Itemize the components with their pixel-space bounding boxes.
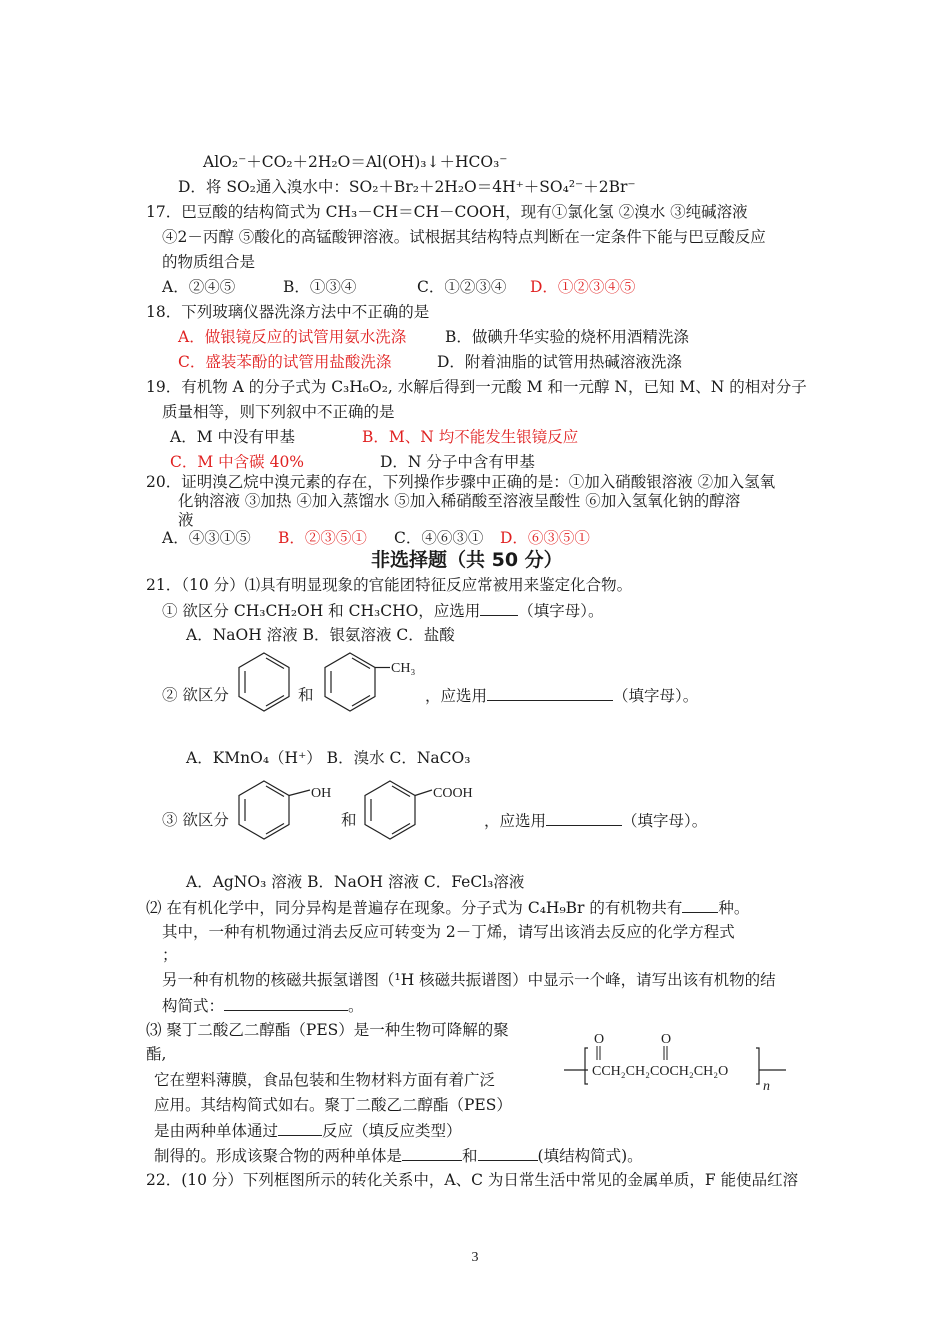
q21-stem: 21．（10 分）⑴具有明显现象的官能团特征反应常被用来鉴定化合物。 [146, 576, 633, 594]
q19-option-b-answer: B．M、N 均不能发生银镜反应 [362, 428, 579, 446]
q21-part2-select [425, 685, 698, 706]
q18-stem: 18．下列玻璃仪器洗涤方法中不正确的是 [146, 303, 430, 321]
q21-part1-text: ① 欲区分 CH₃CH₂OH 和 CH₃CHO，应选用 [162, 602, 481, 620]
q21-sub3-cont: 酯, [146, 1045, 167, 1063]
period: 。 [348, 997, 364, 1015]
q21-sub3-cont [154, 1145, 643, 1166]
answer-blank[interactable] [278, 1120, 322, 1136]
q18-option-c-answer: C．盛装苯酚的试管用盐酸洗涤 [178, 353, 392, 371]
carbonyl-oxygen-label: O [594, 1032, 605, 1047]
answer-blank[interactable] [546, 810, 622, 826]
q19-option-d: D．N 分子中含有甲基 [380, 453, 535, 471]
q21-part1 [162, 600, 604, 621]
fill-hint: （填字母）。 [613, 687, 699, 705]
page-number: 3 [471, 1250, 479, 1265]
q21-part1-options: A．NaOH 溶液 B．银氨溶液 C．盐酸 [186, 626, 455, 644]
phenol-structure [236, 778, 346, 848]
q20-option-d-answer: D．⑥③⑤① [500, 529, 590, 547]
q21-sub2-cont: ； [162, 946, 178, 964]
answer-blank[interactable] [487, 685, 613, 701]
answer-blank[interactable] [402, 1145, 462, 1161]
and-text: 和 [341, 811, 357, 829]
q21-part2-options: A．KMnO₄（H⁺） B．溴水 C．NaCO₃ [186, 749, 471, 767]
q20-stem-cont: 液 [178, 511, 194, 529]
q21-sub2-cont: 其中，一种有机物通过消去反应可转变为 2－丁烯，请写出该消去反应的化学方程式 [162, 923, 735, 941]
fill-hint: （填字母）。 [518, 602, 604, 620]
pes-chain-label: CCH₂CH₂COCH₂CH₂O [592, 1064, 729, 1079]
q18-option-a-answer: A．做银镜反应的试管用氨水洗涤 [178, 328, 407, 346]
q20-option-a: A．④③①⑤ [162, 529, 251, 547]
q21-sub3-cont: 应用。其结构简式如右。聚丁二酸乙二醇酯（PES） [154, 1096, 512, 1114]
pes-polymer-structure [560, 1026, 800, 1096]
q17-option-b: B．①③④ [283, 278, 357, 296]
q21-sub3-stem: ⑶ 聚丁二酸乙二醇酯（PES）是一种生物可降解的聚 [146, 1021, 509, 1039]
q21-sub2-answer-line [162, 995, 364, 1016]
q21-sub3-text: (填结构简式)。 [537, 1147, 643, 1165]
q21-sub3-cont [154, 1120, 462, 1141]
carboxyl-label: COOH [433, 786, 473, 801]
q18-option-b: B．做碘升华实验的烧杯用酒精洗涤 [445, 328, 689, 346]
fill-hint: （填字母）。 [622, 812, 708, 830]
hydroxyl-label: OH [311, 786, 332, 801]
q21-sub3-text: 是由两种单体通过 [154, 1122, 279, 1140]
q21-part3-select [484, 810, 707, 831]
answer-blank[interactable] [224, 995, 348, 1011]
q21-part2-label: ② 欲区分 [162, 686, 229, 704]
option-d: D．将 SO₂通入溴水中：SO₂＋Br₂＋2H₂O＝4H⁺＋SO₄²⁻＋2Br⁻ [178, 178, 636, 196]
q22-stem: 22．(10 分）下列框图所示的转化关系中，A、C 为日常生活中常见的金属单质，F 能使品红溶 [146, 1171, 799, 1189]
q21-sub2-text: 构简式： [162, 997, 225, 1015]
q21-sub2-cont: 另一种有机物的核磁共振氢谱图（¹H 核磁共振谱图）中显示一个峰，请写出该有机物的结 [162, 971, 776, 989]
kind-text: 种。 [718, 899, 750, 917]
q21-part2-text: ，应选用 [425, 687, 488, 705]
q19-option-c-answer: C．M 中含碳 40% [170, 453, 305, 471]
benzene-structure [236, 650, 292, 742]
q17-option-a: A．②④⑤ [162, 278, 236, 296]
methyl-label: CH₃ [391, 661, 416, 676]
answer-blank[interactable] [480, 600, 518, 616]
q20-option-b-answer: B．②③⑤① [278, 529, 367, 547]
q18-option-d: D．附着油脂的试管用热碱溶液洗涤 [437, 353, 682, 371]
q17-option-c: C．①②③④ [417, 278, 507, 296]
q17-stem-cont: ④2－丙醇 ⑤酸化的高锰酸钾溶液。试根据其结构特点判断在一定条件下能与巴豆酸反应 [162, 228, 766, 246]
benzoic-acid-structure [362, 778, 492, 848]
q21-sub3-cont: 它在塑料薄膜，食品包装和生物材料方面有着广泛 [154, 1071, 496, 1089]
q21-sub3-text: 反应（填反应类型） [322, 1122, 462, 1140]
q21-part3-label: ③ 欲区分 [162, 811, 229, 829]
q19-stem-cont: 质量相等，则下列叙中不正确的是 [162, 403, 395, 421]
and-text: 和 [462, 1147, 478, 1165]
q17-stem: 17．巴豆酸的结构简式为 CH₃－CH＝CH－COOH，现有①氯化氢 ②溴水 ③纯碱溶液 [146, 203, 748, 221]
section-title: 非选择题（共 50 分） [371, 549, 563, 571]
q20-stem-cont: 化钠溶液 ③加热 ④加入蒸馏水 ⑤加入稀硝酸至溶液呈酸性 ⑥加入氢氧化钠的醇溶 [178, 492, 741, 510]
q21-sub2-stem [146, 897, 749, 918]
q17-option-d-answer: D．①②③④⑤ [530, 278, 636, 296]
q21-part3-options: A．AgNO₃ 溶液 B．NaOH 溶液 C．FeCl₃溶液 [186, 873, 525, 891]
q19-option-a: A．M 中没有甲基 [170, 428, 295, 446]
equation-line: AlO₂⁻＋CO₂＋2H₂O＝Al(OH)₃↓＋HCO₃⁻ [203, 153, 508, 171]
answer-blank[interactable] [478, 1145, 538, 1161]
q21-sub2-text: ⑵ 在有机化学中，同分异构是普遍存在现象。分子式为 C₄H₉Br 的有机物共有 [146, 899, 683, 917]
toluene-structure [322, 650, 432, 720]
q20-stem: 20．证明溴乙烷中溴元素的存在，下列操作步骤中正确的是：①加入硝酸银溶液 ②加入氢氧 [146, 473, 776, 491]
q19-stem: 19．有机物 A 的分子式为 C₃H₆O₂, 水解后得到一元酸 M 和一元醇 N，已知 M、N 的相对分子 [146, 378, 807, 396]
carbonyl-oxygen-label: O [661, 1032, 672, 1047]
q21-part3-text: ，应选用 [484, 812, 547, 830]
answer-blank[interactable] [682, 897, 718, 913]
q21-sub3-text: 制得的。形成该聚合物的两种单体是 [154, 1147, 403, 1165]
q20-option-c: C．④⑥③① [394, 529, 484, 547]
and-text: 和 [298, 686, 314, 704]
repeat-n-label: n [763, 1079, 770, 1094]
q17-stem-cont: 的物质组合是 [162, 253, 256, 271]
